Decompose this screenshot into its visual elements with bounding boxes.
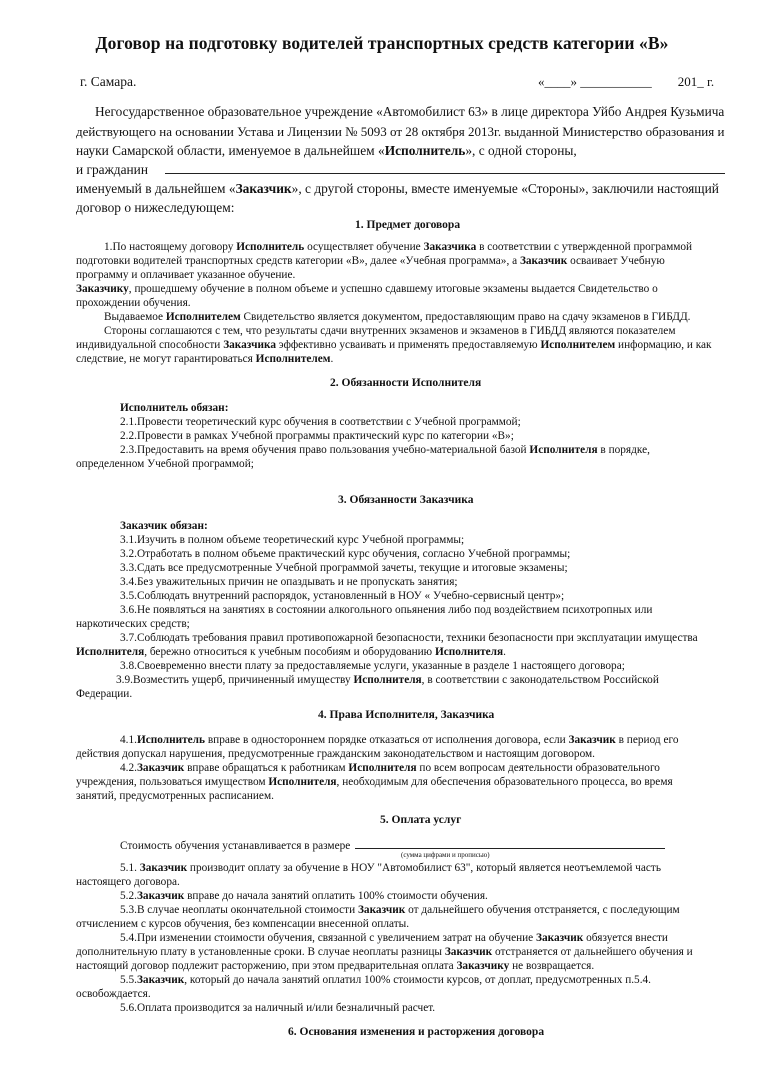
s5-line: 5.2.Заказчик вправе до начала занятий оплатить 100% стоимости обучения. [120,890,488,902]
s4-line: 4.1.Исполнитель вправе в одностороннем порядке отказаться от исполнения договора, если Заказчик в период его [120,734,679,746]
s3-line: Заказчик обязан: [120,520,208,532]
s2-line: определенном Учебной программой; [76,458,254,470]
s3-line: 3.2.Отработать в полном объеме практический курс обучения, согласно Учебной программы; [120,548,571,560]
s1-line: 1.По настоящему договору Исполнитель осуществляет обучение Заказчика в соответствии с утвержденной программой [104,241,693,253]
s5-line: освобождается. [76,988,151,1000]
s5-line: 5.3.В случае неоплаты окончательной стоимости Заказчик от дальнейшего обучения отстраняется, с последующим [120,904,680,916]
s4-line: учреждения, пользоваться имуществом Исполнителя, необходимым для обеспечения образовательного процесса, во время [76,776,673,788]
s3-line: 3.8.Своевременно внести плату за предоставляемые услуги, указанные в разделе 1 настоящего договора; [120,660,625,672]
s5-line: 5.5.Заказчик, который до начала занятий оплатил 100% стоимости курсов, от доплат, предусмотренных п.5.4. [120,974,652,986]
s3-line: 3.3.Сдать все предусмотренные Учебной программой зачеты, текущие и итоговые экзамены; [120,562,568,574]
intro-line: договор о нижеследующем: [76,200,235,215]
s3-line: 3.6.Не появляться на занятиях в состоянии алкогольного опьянения либо под воздействием психотропных или [120,604,653,616]
s1-line: следствие, не могут гарантироваться Исполнителем. [76,353,334,365]
document-title: Договор на подготовку водителей транспортных средств категории «В» [95,33,669,53]
s3-line: Федерации. [76,688,133,700]
city: г. Самара. [80,74,137,89]
cost-label: Стоимость обучения устанавливается в размере [120,840,351,852]
amount-caption: (сумма цифрами и прописью) [401,851,490,859]
s1-line: Стороны соглашаются с тем, что результаты сдачи внутренних экзаменов и экзаменов в ГИБДД являются показателем [104,325,676,337]
s1-line: Заказчику, прошедшему обучение в полном объеме и успешно сдавшему итоговые экзамены выдается Свидетельство о [76,283,658,295]
intro-line: действующего на основании Устава и Лицензии № 5093 от 28 октября 2013г. выданной Министерство образования и [76,124,725,139]
s5-line: 5.4.При изменении стоимости обучения, связанной с увеличением затрат на обучение Заказчик обязуется внести [120,932,668,944]
contract-date: «____» ___________ 201_ г. [538,74,715,89]
s5-line: 5.1. Заказчик производит оплату за обучение в НОУ "Автомобилист 63", который является неотъемлемой часть [120,862,661,874]
s2-line: 2.1.Провести теоретический курс обучения в соответствии с Учебной программой; [120,416,521,428]
section-heading: 5. Оплата услуг [380,814,462,826]
s1-line: Выдаваемое Исполнителем Свидетельство является документом, предоставляющим право на сдачу экзаменов в ГИБДД. [104,311,691,323]
s3-line: 3.1.Изучить в полном объеме теоретический курс Учебной программы; [120,534,465,546]
section-heading: 3. Обязанности Заказчика [338,494,474,506]
s1-line: подготовки водителей транспортных средств категории «В», далее «Учебная программа», а Заказчик осваивает Учебную [76,255,665,267]
s3-line: 3.7.Соблюдать требования правил противопожарной безопасности, техники безопасности при эксплуатации имущества [120,632,698,644]
s4-line: действия допускал нарушения, предусмотренные гражданским законодательством и настоящим договором. [76,748,595,760]
intro-line: Негосударственное образовательное учреждение «Автомобилист 63» в лице директора Уйбо Андрея Кузьмича [95,104,725,119]
s3-line: 3.5.Соблюдать внутренний распорядок, установленный в НОУ « Учебно-сервисный центр»; [120,590,565,602]
section-heading: 1. Предмет договора [355,219,461,231]
s5-line: настоящего договора. [76,876,180,888]
intro-line [76,162,725,178]
s3-line: наркотических средств; [76,618,190,630]
s5-line: 5.6.Оплата производится за наличный и/или безналичный расчет. [120,1002,436,1014]
intro-line: именуемый в дальнейшем «Заказчик», с другой стороны, вместе именуемые «Стороны», заключили настоящий [76,181,719,196]
s1-line: индивидуальной способности Заказчика эффективно усваивать и применять предоставляемую Исполнителем информацию, и как [76,339,712,351]
s3-line: 3.4.Без уважительных причин не опаздывать и не пропускать занятия; [120,576,458,588]
section-heading: 4. Права Исполнителя, Заказчика [318,709,495,721]
s5-line: отчислением с курсов обучения, без компенсации внесенной оплаты. [76,918,410,930]
cost-amount-blank[interactable] [355,839,665,849]
s1-line: прохождении обучения. [76,297,191,309]
section-heading: 6. Основания изменения и расторжения договора [288,1026,545,1038]
s4-line: занятий, предусмотренных расписанием. [76,790,274,802]
citizen-label: и гражданин [76,162,148,177]
s2-line: 2.3.Предоставить на время обучения право пользования учебно-материальной базой Исполнителя в порядке, [120,444,650,456]
citizen-name-blank[interactable] [165,162,725,174]
s5-line: настоящий договор подлежит расторжению, при этом предварительная оплата Заказчику не возвращается. [76,960,595,972]
s2-line: 2.2.Провести в рамках Учебной программы практический курс по категории «В»; [120,430,514,442]
s4-line: 4.2.Заказчик вправе обращаться к работникам Исполнителя по всем вопросам деятельности образовательного [120,762,660,774]
s2-line: Исполнитель обязан: [120,402,229,414]
s3-line: 3.9.Возместить ущерб, причиненный имуществу Исполнителя, в соответствии с законодательством Российской [116,674,659,686]
s3-line: Исполнителя, бережно относиться к учебным пособиям и оборудованию Исполнителя. [76,646,506,658]
cost-line [120,839,665,852]
section-heading: 2. Обязанности Исполнителя [330,377,482,389]
s1-line: программу и оплачивает указанное обучение. [76,269,296,281]
s5-line: дополнительную плату в установленные сроки. В случае неоплаты разницы Заказчик отстраняется от дальнейшего обучения и [76,946,693,958]
intro-line: науки Самарской области, именуемое в дальнейшем «Исполнитель», с одной стороны, [76,143,577,158]
